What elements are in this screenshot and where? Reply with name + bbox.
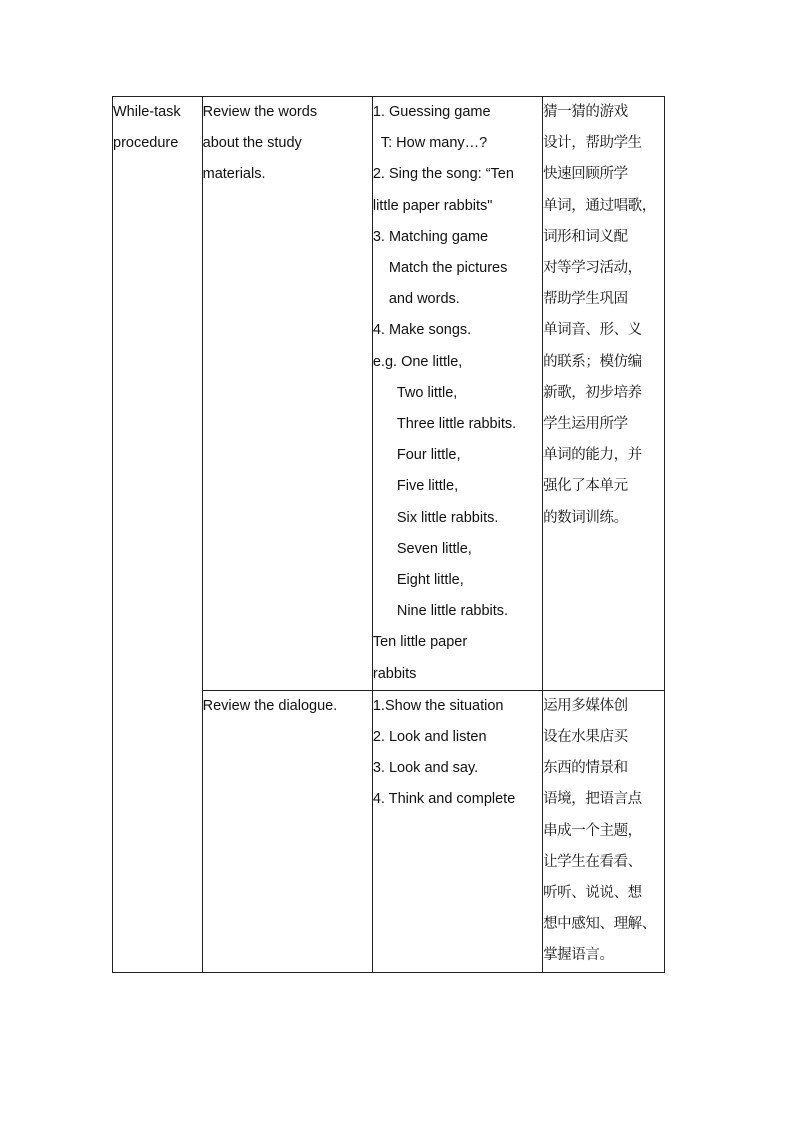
step-line: e.g. One little, [372,353,463,370]
step-line: Four little, [396,447,461,464]
steps-cell [372,97,542,691]
step-line: 1. Guessing game [372,104,491,120]
purpose-line: 东西的情景和 [543,760,628,777]
step-line: 4. Make songs. [372,322,472,339]
purpose-line: 让学生在看看、 [543,853,642,870]
stage-label: procedure [113,135,179,152]
step-line: 4. Think and complete [372,791,516,808]
purpose-line: 对等学习活动， [543,260,642,277]
step-line: Seven little, [396,540,472,557]
stage-cell [113,97,203,973]
lesson-plan-table [112,96,665,973]
step-line: Ten little paper [372,634,468,651]
step-line: and words. [388,291,460,308]
step-line: Nine little rabbits. [396,603,509,620]
purpose-line: 的联系；模仿编 [543,353,642,370]
purpose-line: 串成一个主题， [543,822,642,839]
step-line: 2. Sing the song: “Ten [372,166,514,183]
purpose-line: 单词，通过唱歌， [543,197,656,214]
step-line: rabbits [372,665,417,682]
purpose-line: 词形和词义配 [543,228,628,245]
purpose-cell [543,690,665,972]
focus-line: Review the words [202,104,318,120]
purpose-line: 的数词训练。 [543,509,628,526]
purpose-line: 语境，把语言点 [543,791,642,808]
step-line: T: How many…? [380,135,488,152]
purpose-line: 设在水果店买 [543,729,628,746]
purpose-line: 快速回顾所学 [543,166,628,183]
purpose-cell [543,97,665,691]
purpose-line: 猜一猜的游戏 [543,104,628,120]
step-line: Two little, [396,384,458,401]
purpose-line: 掌握语言。 [543,947,614,964]
purpose-line: 设计，帮助学生 [543,135,642,152]
purpose-line: 听听、说说、想 [543,885,642,902]
purpose-line: 强化了本单元 [543,478,628,495]
purpose-line: 帮助学生巩固 [543,291,628,308]
step-line: Six little rabbits. [396,509,499,526]
table-row [113,97,665,691]
purpose-line: 单词的能力，并 [543,447,642,464]
focus-line: Review the dialogue. [202,697,338,714]
step-line: little paper rabbits" [372,197,493,214]
step-line: 3. Matching game [372,228,489,245]
focus-cell [202,97,372,691]
purpose-line: 学生运用所学 [543,416,628,433]
step-line: 2. Look and listen [372,729,487,746]
focus-line: materials. [202,166,266,183]
steps-cell [372,690,542,972]
purpose-line: 想中感知、理解、 [543,916,656,933]
purpose-line: 运用多媒体创 [543,697,628,714]
step-line: Five little, [396,478,459,495]
step-line: 1.Show the situation [372,697,504,714]
purpose-line: 新歌，初步培养 [543,384,642,401]
focus-line: about the study [202,135,302,152]
step-line: 3. Look and say. [372,760,479,777]
purpose-line: 单词音、形、义 [543,322,642,339]
step-line: Eight little, [396,572,464,589]
step-line: Match the pictures [388,260,508,277]
focus-cell [202,690,372,972]
stage-label: While-task [113,104,181,120]
step-line: Three little rabbits. [396,416,517,433]
